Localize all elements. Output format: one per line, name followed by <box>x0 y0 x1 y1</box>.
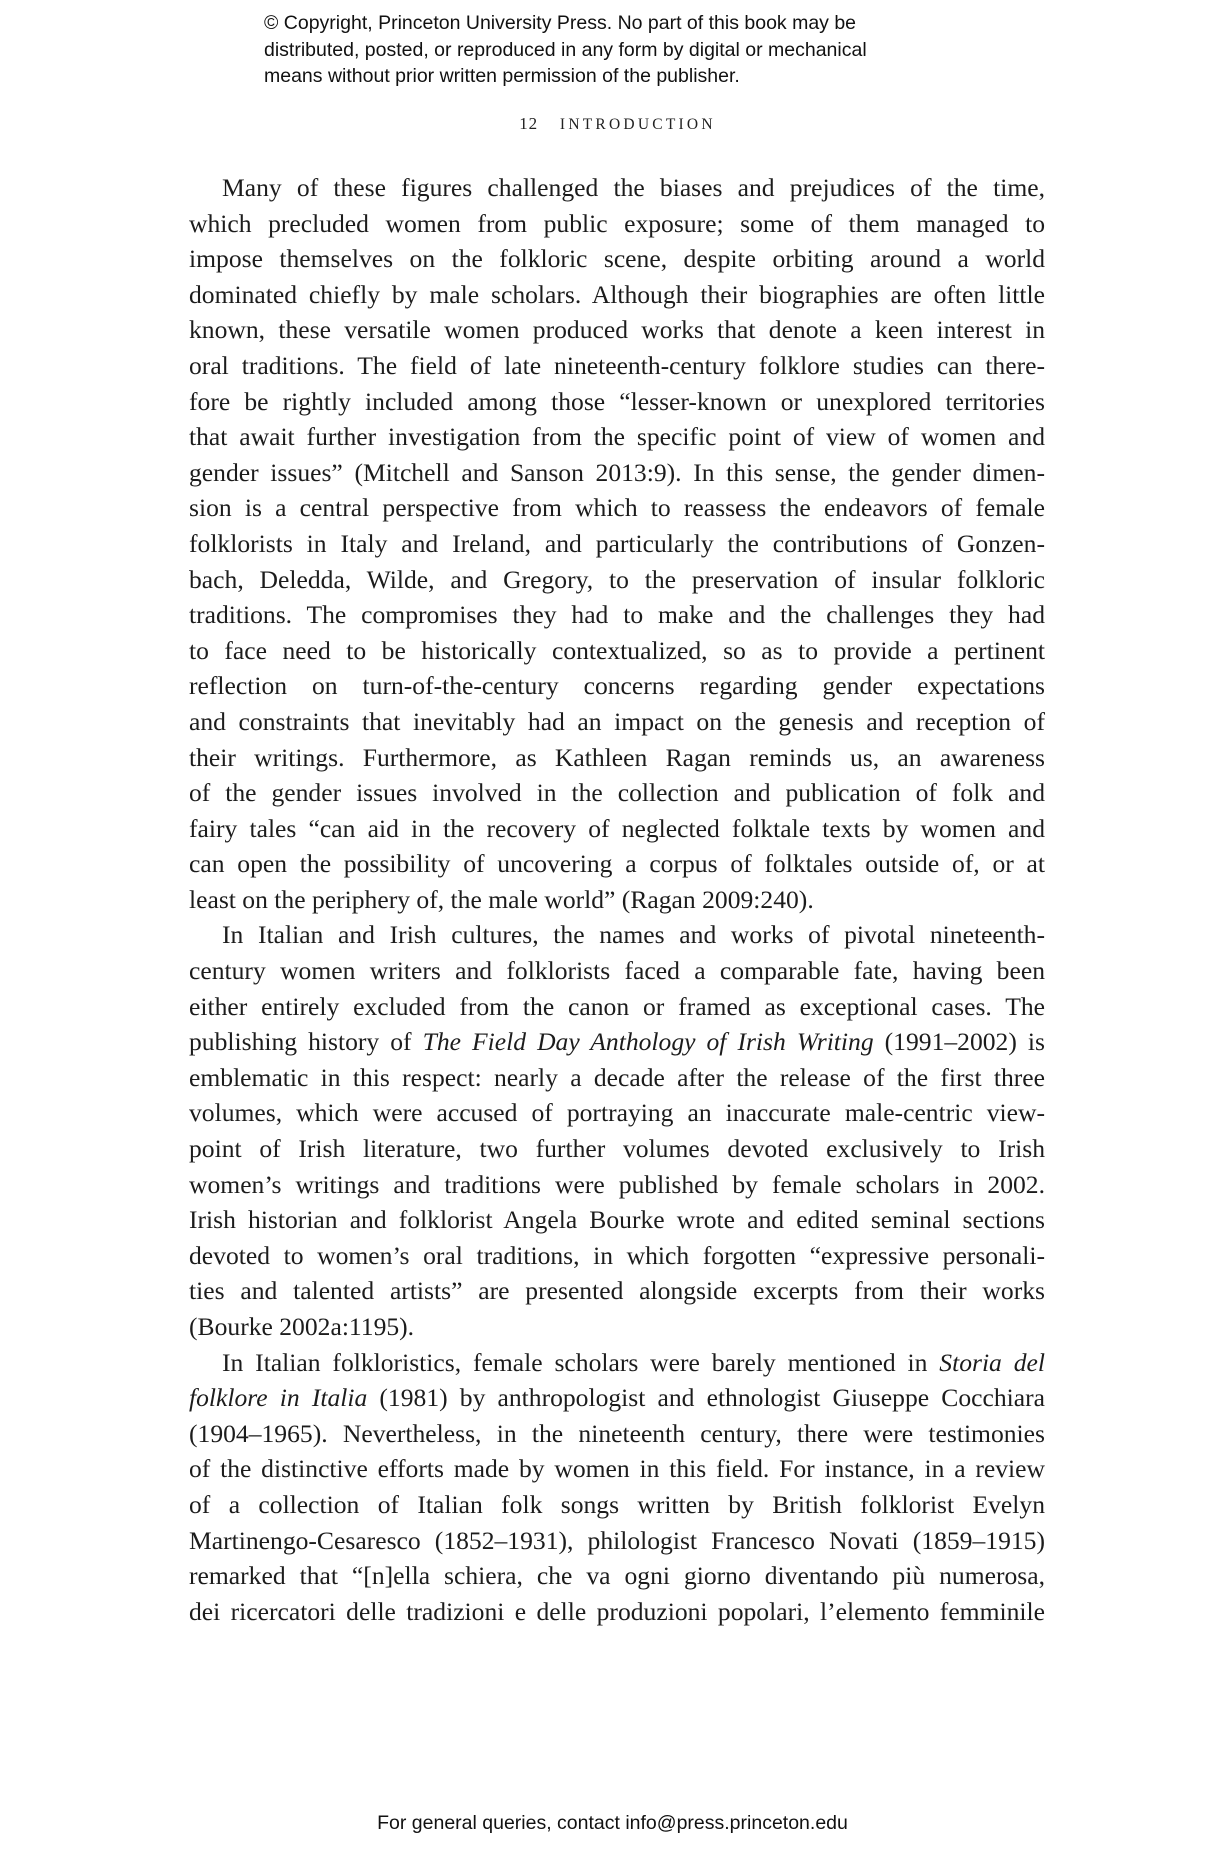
text-line: sion is a central perspective from which to reassess the endeavors of female <box>189 493 1045 523</box>
text-line: dei ricercatori delle tradizioni e delle produzioni popolari, l’elemento femminile <box>189 1596 1045 1626</box>
copyright-line: means without prior written permission of the publisher. <box>264 65 740 87</box>
book-title-italic: folklore in Italia <box>189 1383 368 1413</box>
text-line: to face need to be historically contextualized, so as to provide a pertinent <box>189 635 1045 665</box>
text-line: least on the periphery of, the male world” (Ragan 2009:240). <box>189 884 814 914</box>
text-line <box>189 1380 1045 1416</box>
text-line: ties and talented artists” are presented alongside excerpts from their works <box>189 1276 1045 1306</box>
text-line: (Bourke 2002a:1195). <box>189 1312 415 1341</box>
page-number: 12 <box>519 114 538 133</box>
book-title-italic: The Field Day Anthology of Irish Writing <box>422 1027 874 1057</box>
text-line: emblematic in this respect: nearly a decade after the release of the first three <box>189 1062 1045 1092</box>
text-line: their writings. Furthermore, as Kathleen Ragan reminds us, an awareness <box>189 742 1045 772</box>
copyright-notice <box>264 10 1004 90</box>
text-segment: (1991–2002) is <box>873 1027 1045 1057</box>
text-line: (1904–1965). Nevertheless, in the nineteenth century, there were testimonies <box>189 1418 1045 1448</box>
text-segment: In Italian folkloristics, female scholars were barely mentioned in <box>222 1347 940 1377</box>
text-line: bach, Deledda, Wilde, and Gregory, to the preservation of insular folkloric <box>189 564 1045 594</box>
text-line: remarked that “[n]ella schiera, che va ogni giorno diventando più numerosa, <box>189 1561 1045 1591</box>
body-text <box>189 170 1045 1629</box>
copyright-line: © Copyright, Princeton University Press. No part of this book may be <box>264 12 857 34</box>
text-line: Many of these figures challenged the biases and prejudices of the time, <box>222 173 1045 202</box>
chapter-title: INTRODUCTION <box>559 116 716 133</box>
footer-contact: For general queries, contact info@press.princeton.edu <box>377 1812 848 1834</box>
text-line: traditions. The compromises they had to make and the challenges they had <box>189 600 1045 630</box>
text-line: either entirely excluded from the canon or framed as exceptional cases. The <box>189 991 1045 1021</box>
running-head <box>0 114 1225 134</box>
text-line: impose themselves on the folkloric scene, despite orbiting around a world <box>189 244 1045 274</box>
text-line: which precluded women from public exposure; some of them managed to <box>189 208 1045 238</box>
copyright-line: distributed, posted, or reproduced in any form by digital or mechanical <box>264 38 867 61</box>
text-line: known, these versatile women produced works that denote a keen interest in <box>189 315 1045 345</box>
text-segment: publishing history of <box>189 1027 423 1057</box>
text-line: In Italian and Irish cultures, the names and works of pivotal nineteenth- <box>222 920 1045 950</box>
text-line: century women writers and folklorists faced a comparable fate, having been <box>189 956 1045 986</box>
text-line: fairy tales “can aid in the recovery of neglected folktale texts by women and <box>189 813 1045 843</box>
text-line: of a collection of Italian folk songs written by British folklorist Evelyn <box>189 1489 1045 1519</box>
text-line: gender issues” (Mitchell and Sanson 2013:9). In this sense, the gender dimen- <box>189 457 1045 487</box>
text-line: reflection on turn-of-the-century concerns regarding gender expectations <box>189 671 1045 701</box>
text-line: of the distinctive efforts made by women in this field. For instance, in a review <box>189 1454 1045 1484</box>
text-line: folklorists in Italy and Ireland, and particularly the contributions of Gonzen- <box>189 528 1045 558</box>
text-line: oral traditions. The field of late nineteenth-century folklore studies can there- <box>189 350 1045 380</box>
text-line: point of Irish literature, two further volumes devoted exclusively to Irish <box>189 1134 1045 1164</box>
text-line: can open the possibility of uncovering a corpus of folktales outside of, or at <box>189 849 1045 879</box>
text-line: devoted to women’s oral traditions, in which forgotten “expressive personali- <box>189 1240 1045 1270</box>
text-line: that await further investigation from the specific point of view of women and <box>189 422 1045 452</box>
text-line: volumes, which were accused of portraying an inaccurate male-centric view- <box>189 1098 1045 1128</box>
text-line: Martinengo-Cesaresco (1852–1931), philologist Francesco Novati (1859–1915) <box>189 1525 1045 1555</box>
text-line: Irish historian and folklorist Angela Bourke wrote and edited seminal sections <box>189 1205 1045 1235</box>
text-line: of the gender issues involved in the collection and publication of folk and <box>189 778 1045 808</box>
text-line <box>189 1345 1045 1381</box>
text-line: fore be rightly included among those “lesser-known or unexplored territories <box>189 386 1045 416</box>
book-title-italic: Storia del <box>939 1347 1045 1377</box>
text-line: women’s writings and traditions were published by female scholars in 2002. <box>189 1169 1045 1199</box>
text-segment: (1981) by anthropologist and ethnologist Giuseppe Cocchiara <box>367 1383 1045 1413</box>
text-line <box>189 1024 1045 1060</box>
text-line: dominated chiefly by male scholars. Although their biographies are often little <box>189 279 1045 309</box>
text-line: and constraints that inevitably had an impact on the genesis and reception of <box>189 706 1045 736</box>
